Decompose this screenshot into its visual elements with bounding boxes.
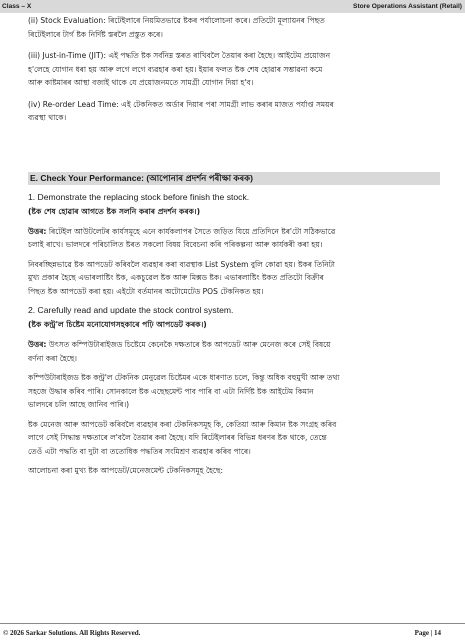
- header-class-label: Class – X: [2, 3, 32, 10]
- para-line: (ii) Stock Evaluation: ৰিটেইলাৰে নিয়মিতভাৱে ষ্টকৰ পৰ্যালোচনা কৰে। প্ৰতিটো মূল্যায়নৰ পিছত: [28, 16, 325, 25]
- question-1-english: 1. Demonstrate the replacing stock before finish the stock.: [28, 191, 250, 202]
- para-line: (iii) Just-in-Time (JIT): এই পদ্ধতি ষ্টক সৰ্বনিম্ন স্তৰত ৰাখিবলৈ তৈয়াৰ কৰা হৈছে। আইটেম প্ৰয়োজন: [28, 51, 331, 60]
- para-line: হ'লেহে যোগান ধৰা হয় আৰু লগে লগে ব্যৱহাৰ কৰা হয়। ইয়াৰ ফলত ষ্টক শেষ হোৱাৰ সম্ভাৱনা কমে: [28, 64, 323, 74]
- answer-label: উত্তৰ:: [28, 340, 47, 349]
- answer-2-line: আলোচনা কৰা মুখ্য ষ্টক আপডেট/মেনেজমেন্ট টেকনিকসমূহ হৈছে:: [28, 466, 224, 475]
- answer-2-line: তেওঁ এটা পদ্ধতি বা দুটা বা ততোধিক পদ্ধতিৰ সংমিশ্ৰণ ব্যৱহাৰ কৰিব পাৰে।: [28, 446, 251, 456]
- header-subject-label: Store Operations Assistant (Retail): [353, 3, 462, 10]
- footer-page-number: Page | 14: [414, 629, 441, 637]
- answer-2-line: লাগে সেই সিদ্ধান্ত দক্ষতাৰে ল'বলৈ তৈয়াৰ কৰা হৈছে। যদি ৰিটেইলাৰৰ বিভিন্ন ধৰণৰ ষ্টক থাকে, তেন্তে: [28, 433, 327, 442]
- footer-copyright: © 2026 Sarkar Solutions. All Rights Reserved.: [3, 629, 141, 637]
- page-footer: [0, 623, 465, 641]
- answer-2-line: বৰ্ণনা কৰা হৈছে।: [28, 353, 77, 363]
- question-2-english: 2. Carefully read and update the stock control system.: [28, 305, 234, 315]
- answer-1-line: [28, 225, 440, 239]
- answer-2-line: সহজে উদ্ধাৰ কৰিব পাৰি। সোনকালে ষ্টক এছেছমেন্ট পাব পাৰি বা এটা নিৰ্দিষ্ট ষ্টক আইটেম কিমান: [28, 386, 314, 396]
- answer-1-line: পিছত ষ্টক আপডেট কৰা হয়। এইটো বৰ্তমানৰ অটোমেটেড POS টেকনিকত হয়।: [28, 286, 264, 296]
- answer-label: উত্তৰ:: [28, 226, 47, 236]
- page-content: [28, 12, 440, 478]
- answer-1-line: মুখ্য প্ৰকাৰ হৈছে এভাৰলাষ্টিং ষ্টক, একচুৱেল ষ্টক আৰু মিক্সড ষ্টক। এভাৰলাষ্টিং ষ্টকত প্ৰতিটো বিক্ৰীৰ: [28, 273, 324, 282]
- para-line: ব্যৱস্থা থাকে।: [28, 113, 67, 122]
- answer-text: উৎসত কম্পিউটাৰাইজড চিষ্টেমে কেনেকৈ দক্ষতাৰে ষ্টক আপডেট আৰু মেনেজ কৰে সেই বিষয়ে: [46, 340, 331, 349]
- answer-2-line: কম্পিউটাৰাইজড ষ্টক কন্ট্ৰ'ল টেকনিক মেনুৱেল চিষ্টেমৰ একে ধাৰণাত চলে, কিন্তু অধিক বহুমুখী আৰু তথ্য: [28, 373, 340, 382]
- question-2-assamese: (ষ্টক কন্ট্ৰ'ল চিষ্টেম মনোযোগসহকাৰে পঢ়ি আপডেট কৰক।): [28, 320, 207, 329]
- answer-1-line: চলাই ৰাখে। ভালদৰে পৰিচালিত ষ্টৰত সকলো বিষয় বিবেচনা কৰি পৰিকল্পনা আৰু কাৰ্যকৰী কৰা হয়।: [28, 240, 323, 249]
- para-line: ৰিটেইলাৰে টাৰ্গ ষ্টক নিৰ্দিষ্ট স্তৰলৈ প্ৰস্তুত কৰে।: [28, 29, 163, 39]
- question-1-assamese: (ষ্টক শেষ হোৱাৰ আগতে ষ্টক সলনি কৰাৰ প্ৰদৰ্শন কৰক।): [28, 206, 201, 216]
- answer-1-line: নিবৰচ্ছিন্নভাৱে ষ্টক আপডেট কৰিবলৈ ব্যৱহাৰ কৰা ব্যৱস্থাক List System বুলি কোৱা হয়। ষ্টকৰ তিনিটা: [28, 259, 335, 269]
- answer-text: ৰিটেইল আউটলেটৰ কাৰ্যসমূহে এনে কাৰ্যকলাপৰ সৈতে জড়িত যিয়ে প্ৰতিদিনে ষ্টৰ'টো সঠিকভাৱে: [46, 226, 336, 236]
- answer-2-line: ষ্টক মেনেজ আৰু আপডেট কৰিবলৈ ব্যৱহাৰ কৰা টেকনিকসমূহ কি, কেতিয়া আৰু কিমান ষ্টক সংগ্ৰহ কৰিব: [28, 419, 337, 429]
- answer-2-line: ভালদৰে চলি আছে জানিব পাৰি।): [28, 400, 130, 409]
- para-line: (iv) Re-order Lead Time: এই টেকনিকত অৰ্ডাৰ দিয়াৰ পৰা সামগ্ৰী লাভ কৰাৰ মাজত পৰ্যাপ্ত সময়ৰ: [28, 99, 334, 109]
- para-line: আৰু কাষ্টমাৰৰ আস্থা বজাই থাকে যে প্ৰয়োজনমতে সামগ্ৰী যোগান দিয়া হ'ব।: [28, 78, 254, 87]
- answer-2-line: [28, 338, 440, 352]
- section-heading: E. Check Your Performance: (আপোনাৰ প্ৰদৰ্শন পৰীক্ষা কৰক): [28, 172, 440, 185]
